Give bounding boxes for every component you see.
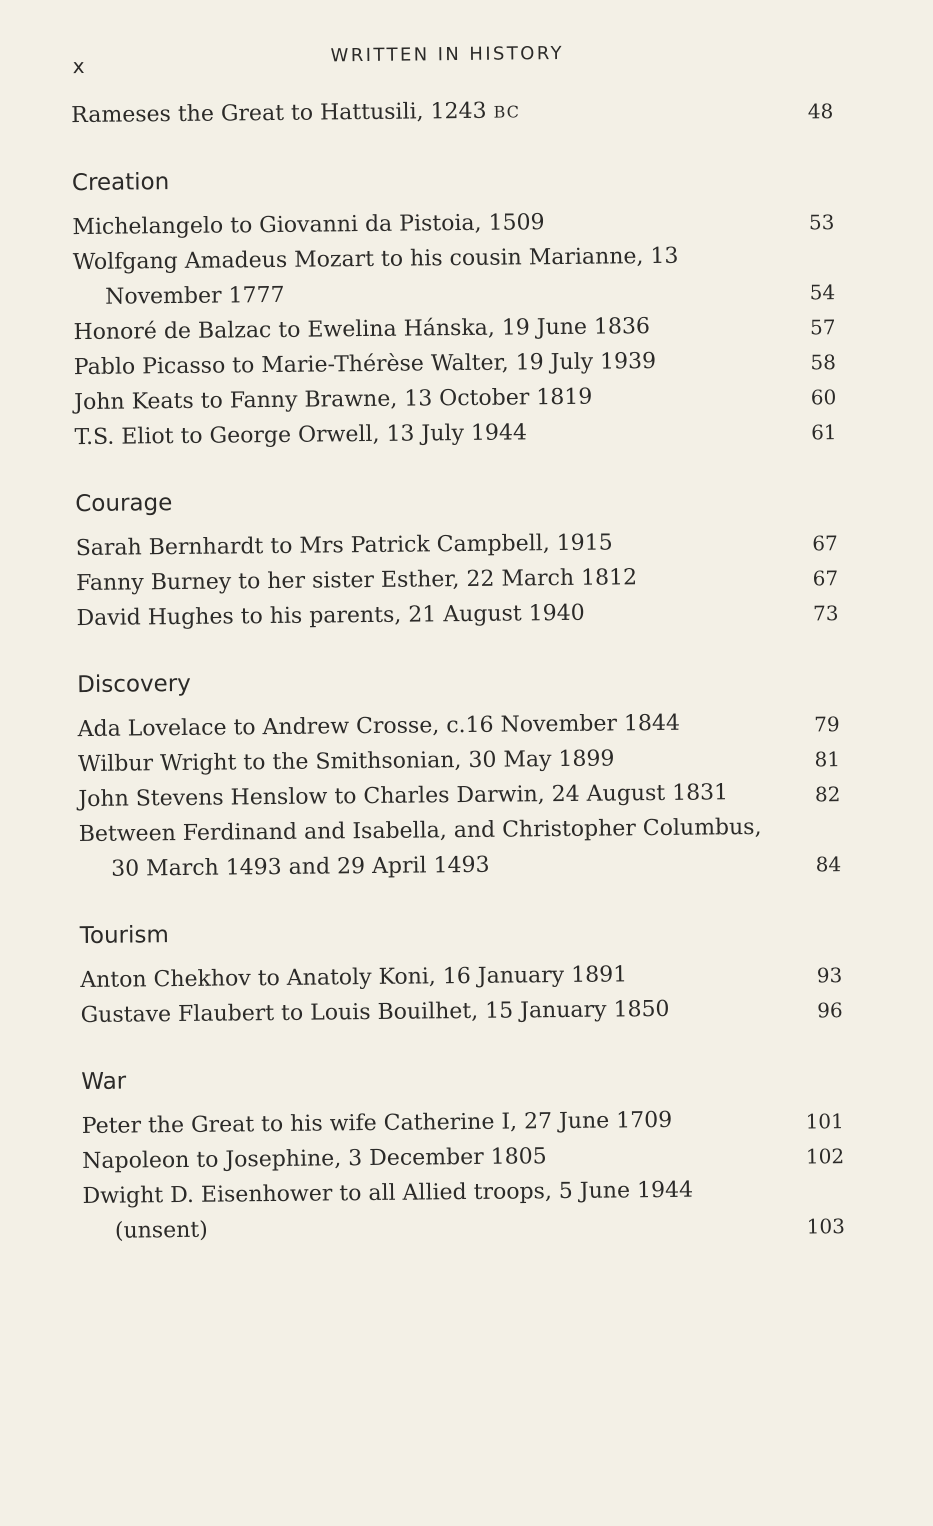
entry-page-number: 82 <box>814 782 841 807</box>
toc-entry <box>71 90 833 134</box>
entry-title: Between Ferdinand and Isabella, and Christopher Columbus, 30 March 1493 and 29 April 1493 <box>78 814 762 882</box>
entry-page-number: 48 <box>807 99 834 124</box>
entry-page-number: 101 <box>805 1109 844 1134</box>
entry-title: Wolfgang Amadeus Mozart to his cousin Marianne, 13 November 1777 <box>72 243 679 310</box>
entry-title: Michelangelo to Giovanni da Pistoia, 1509 <box>72 210 545 241</box>
entry-title: Rameses the Great to Hattusili, 1243 BC <box>71 98 520 129</box>
entry-title: Napoleon to Josephine, 3 December 1805 <box>82 1144 547 1175</box>
entry-title: Fanny Burney to her sister Esther, 22 March 1812 <box>76 565 638 597</box>
entry-page-number: 96 <box>817 998 843 1023</box>
entry-title: Peter the Great to his wife Catherine I, 27 June 1709 <box>81 1107 673 1140</box>
entry-page-number: 61 <box>811 420 837 445</box>
toc-entry <box>74 412 836 455</box>
entry-title: Sarah Bernhardt to Mrs Patrick Campbell, 1915 <box>75 530 613 562</box>
section-heading: Creation <box>71 169 170 197</box>
toc-entry <box>82 1171 845 1249</box>
entry-title: Dwight D. Eisenhower to all Allied troops, 5 June 1944 (unsent) <box>82 1177 694 1244</box>
entry-title: John Keats to Fanny Brawne, 13 October 1819 <box>74 384 593 416</box>
entry-page-number: 93 <box>816 963 843 988</box>
entry-page-number: 54 <box>809 280 836 305</box>
entry-title: Wilbur Wright to the Smithsonian, 30 May 1899 <box>77 746 615 778</box>
entry-page-number: 57 <box>809 315 836 340</box>
entry-title: Pablo Picasso to Marie-Thérèse Walter, 19 July 1939 <box>73 348 657 381</box>
entry-page-number: 53 <box>808 210 835 235</box>
entry-title: T.S. Eliot to George Orwell, 13 July 1944 <box>74 420 528 451</box>
entry-page-number: 73 <box>812 601 839 626</box>
entry-page-number: 79 <box>814 712 840 737</box>
section-heading: Discovery <box>77 670 191 699</box>
entry-title: David Hughes to his parents, 21 August 1940 <box>76 600 585 632</box>
page-header <box>0 35 926 81</box>
running-title: WRITTEN IN HISTORY <box>330 42 565 67</box>
entry-title: Gustave Flaubert to Louis Bouilhet, 15 January 1850 <box>80 996 670 1029</box>
page-number: x <box>72 53 86 79</box>
entry-page-number: 58 <box>810 350 836 375</box>
toc-entry <box>76 593 838 636</box>
entry-page-number: 67 <box>812 531 838 556</box>
entry-page-number: 67 <box>812 566 839 591</box>
toc-entry <box>79 809 842 887</box>
entry-title: Honoré de Balzac to Ewelina Hánska, 19 June 1836 <box>73 314 651 346</box>
entry-page-number: 102 <box>805 1144 845 1169</box>
entry-page-number: 60 <box>810 385 837 410</box>
table-of-contents <box>71 90 845 1249</box>
entry-title: Anton Chekhov to Anatoly Koni, 16 January 1891 <box>80 962 628 994</box>
entry-title: John Stevens Henslow to Charles Darwin, 24 August 1831 <box>78 780 729 813</box>
section-heading: War <box>81 1068 127 1096</box>
section-heading: Courage <box>75 490 173 518</box>
entry-page-number: 81 <box>814 747 841 772</box>
era-label: BC <box>493 102 520 122</box>
entry-title: Ada Lovelace to Andrew Crosse, c.16 November 1844 <box>77 710 681 743</box>
section-heading: Tourism <box>79 922 169 950</box>
toc-entry <box>80 990 842 1033</box>
toc-entry <box>73 237 836 315</box>
entry-page-number: 103 <box>806 1214 846 1239</box>
entry-page-number: 84 <box>815 852 842 877</box>
